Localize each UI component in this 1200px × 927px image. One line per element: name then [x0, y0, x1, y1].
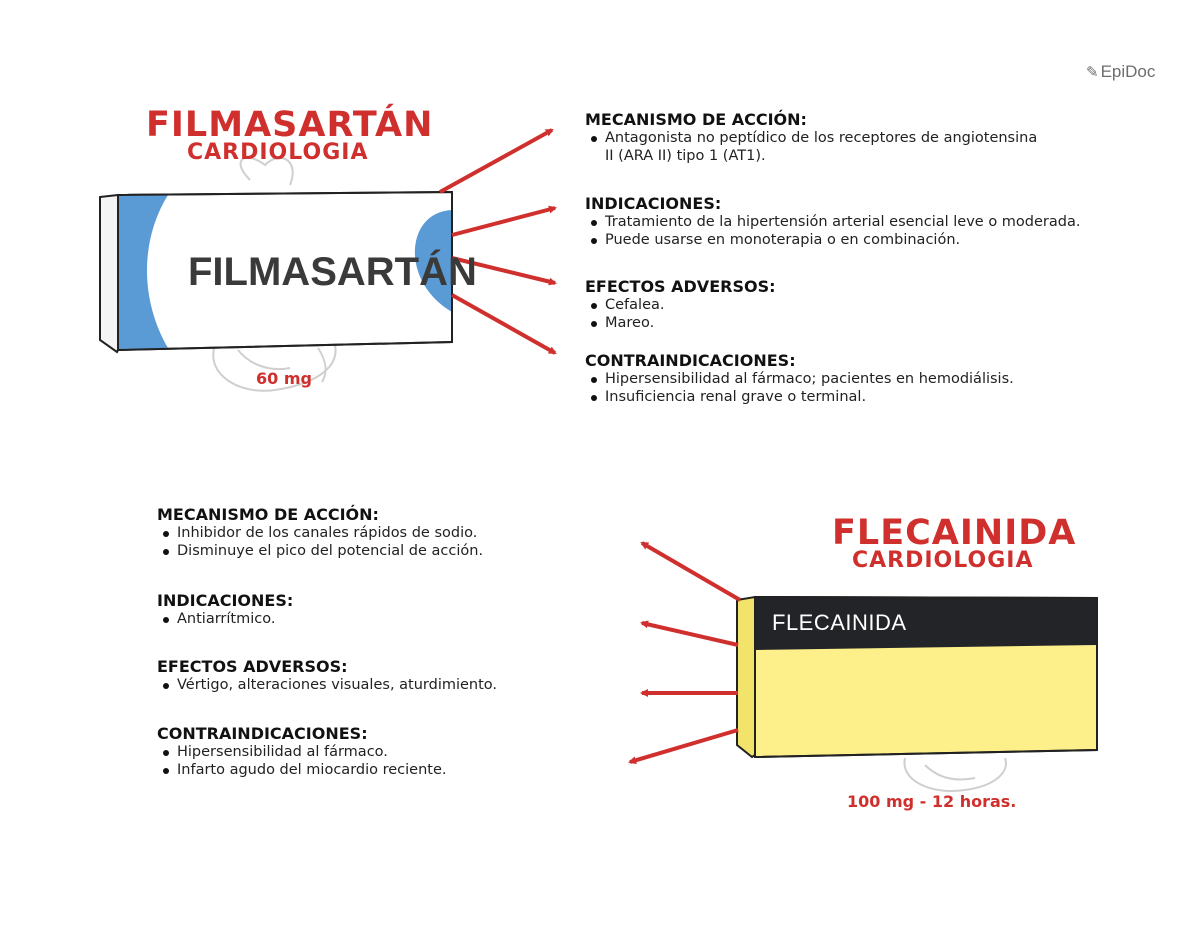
- drug2-dose: 100 mg - 12 horas.: [847, 792, 1017, 811]
- drug2-adverse-effects: [157, 657, 497, 694]
- drug1-indications: [585, 194, 1080, 249]
- section-heading: INDICACIONES:: [585, 194, 722, 213]
- drug2-contraindications: [157, 724, 447, 779]
- list-item: Hipersensibilidad al fármaco; pacientes en hemodiálisis.: [585, 370, 1014, 388]
- drug1-mechanism: [585, 110, 1037, 165]
- drug1-title: FILMASARTÁN: [146, 105, 434, 145]
- section-heading: EFECTOS ADVERSOS:: [585, 277, 776, 296]
- list-item: Mareo.: [585, 314, 775, 332]
- list-item: Inhibidor de los canales rápidos de sodio.: [157, 524, 483, 542]
- list-item: Infarto agudo del miocardio reciente.: [157, 761, 447, 779]
- pen-icon: ✎: [1086, 64, 1099, 81]
- list-item: Antagonista no peptídico de los receptores de angiotensina: [585, 129, 1037, 147]
- drug2-indications: [157, 591, 293, 628]
- logo-text: EpiDoc: [1100, 62, 1156, 81]
- list-item: Cefalea.: [585, 296, 775, 314]
- flecainida-arrows: [630, 543, 740, 762]
- section-heading: INDICACIONES:: [157, 591, 294, 610]
- drug1-box-label: FILMASARTÁN: [188, 250, 477, 294]
- list-item: Hipersensibilidad al fármaco.: [157, 743, 447, 761]
- drug1-contraindications: [585, 351, 1014, 406]
- drug1-dose: 60 mg: [256, 369, 312, 388]
- list-item: Vértigo, alteraciones visuales, aturdimiento.: [157, 676, 497, 694]
- list-item: Disminuye el pico del potencial de acción.: [157, 542, 483, 560]
- list-item-continuation: II (ARA II) tipo 1 (AT1).: [605, 148, 766, 164]
- heart-sketch-icon-2: [904, 758, 1005, 791]
- drug2-box-label: FLECAINIDA: [772, 610, 907, 635]
- list-item: Antiarrítmico.: [157, 610, 293, 628]
- list-item: Puede usarse en monoterapia o en combinación.: [585, 231, 1080, 249]
- drug1-subtitle: CARDIOLOGIA: [187, 140, 369, 165]
- drug1-adverse-effects: [585, 277, 775, 332]
- drug2-title: FLECAINIDA: [832, 513, 1077, 553]
- section-heading: EFECTOS ADVERSOS:: [157, 657, 348, 676]
- section-heading: CONTRAINDICACIONES:: [157, 724, 368, 743]
- list-item: Insuficiencia renal grave o terminal.: [585, 388, 1014, 406]
- section-heading: MECANISMO DE ACCIÓN:: [585, 110, 807, 129]
- filmasartan-arrows: [440, 130, 555, 353]
- drug2-mechanism: [157, 505, 483, 560]
- list-item: Tratamiento de la hipertensión arterial esencial leve o moderada.: [585, 213, 1080, 231]
- section-heading: CONTRAINDICACIONES:: [585, 351, 796, 370]
- drug2-subtitle: CARDIOLOGIA: [852, 548, 1034, 573]
- section-heading: MECANISMO DE ACCIÓN:: [157, 505, 379, 524]
